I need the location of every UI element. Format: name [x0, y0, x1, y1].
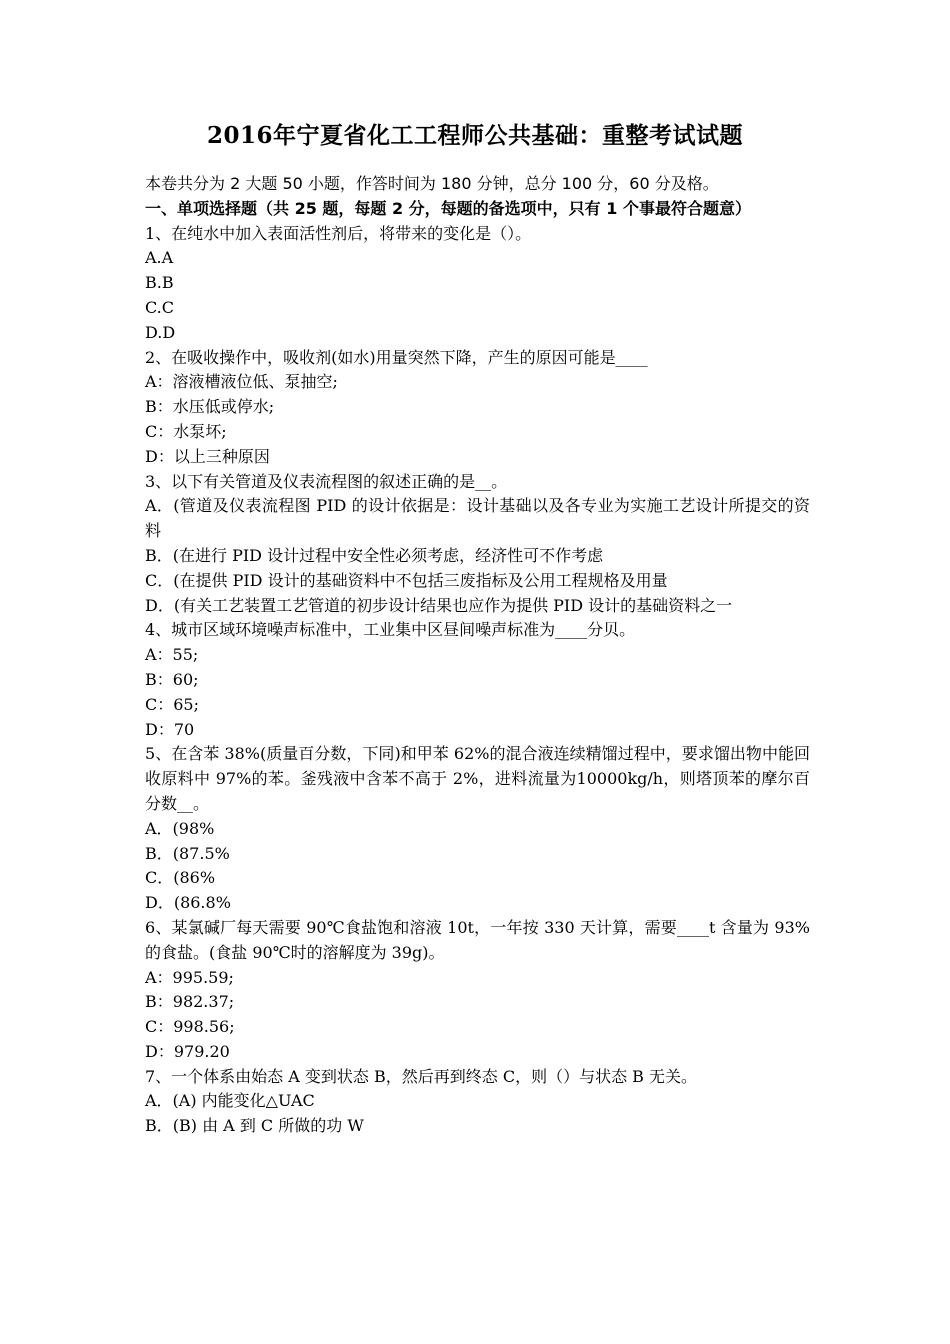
option: B．(87.5%	[145, 843, 230, 863]
option: D：以上三种原因	[145, 446, 270, 466]
option: A．(A) 内能变化△UAC	[145, 1091, 315, 1111]
option: C：水泵坏;	[145, 421, 227, 441]
option: C.C	[145, 297, 174, 317]
option: D：979.20	[145, 1041, 230, 1061]
option: B．(在进行 PID 设计过程中安全性必须考虑，经济性可不作考虑	[145, 545, 604, 565]
option: B．(B) 由 A 到 C 所做的功 W	[145, 1116, 364, 1136]
option: A：55;	[145, 645, 199, 665]
option: C．(在提供 PID 设计的基础资料中不包括三废指标及公用工程规格及用量	[145, 570, 668, 590]
option: A：995.59;	[145, 967, 234, 987]
question-stem: 4、城市区域环境噪声标准中，工业集中区昼间噪声标准为____分贝。	[145, 620, 636, 640]
option: C．(86%	[145, 868, 216, 888]
option: C：65;	[145, 694, 199, 714]
question-stem: 7、一个体系由始态 A 变到状态 B，然后再到终态 C，则（）与状态 B 无关。	[145, 1066, 698, 1086]
option: B：982.37;	[145, 992, 235, 1012]
option: B：60;	[145, 669, 199, 689]
option: D．(86.8%	[145, 893, 231, 913]
question-stem: 5、在含苯 38%(质量百分数，下同)和甲苯 62%的混合液连续精馏过程中，要求馏出物中能回收原料中 97%的苯。釜残液中含苯不高于 2%，进料流量为10000kg/h，则塔顶苯的摩尔百分数__。	[145, 744, 810, 813]
question-stem: 6、某氯碱厂每天需要 90℃食盐饱和溶液 10t，一年按 330 天计算，需要____t 含量为 93%的食盐。(食盐 90℃时的溶解度为 39g)。	[145, 917, 810, 962]
option: C：998.56;	[145, 1017, 235, 1037]
question-stem: 1、在纯水中加入表面活性剂后，将带来的变化是（）。	[145, 223, 532, 243]
option: D．(有关工艺装置工艺管道的初步设计结果也应作为提供 PID 设计的基础资料之一	[145, 595, 733, 615]
option: A.A	[145, 248, 174, 268]
document-body	[145, 172, 810, 1139]
section-heading: 一、单项选择题（共 25 题，每题 2 分，每题的备选项中，只有 1 个事最符合题意）	[145, 198, 751, 218]
exam-intro: 本卷共分为 2 大题 50 小题，作答时间为 180 分钟，总分 100 分，60 分及格。	[145, 174, 719, 193]
question-stem: 2、在吸收操作中，吸收剂(如水)用量突然下降，产生的原因可能是____	[145, 347, 648, 367]
option: A．(98%	[145, 818, 215, 838]
option: A：溶液槽液位低、泵抽空;	[145, 372, 338, 392]
option: B.B	[145, 273, 174, 293]
document-title: 2016年宁夏省化工工程师公共基础：重整考试试题	[206, 122, 743, 149]
option: D.D	[145, 322, 176, 342]
option: B：水压低或停水;	[145, 397, 275, 417]
question-stem: 3、以下有关管道及仪表流程图的叙述正确的是__。	[145, 471, 508, 491]
option: D：70	[145, 719, 195, 739]
option: A．(管道及仪表流程图 PID 的设计依据是：设计基础以及各专业为实施工艺设计所提交的资料	[145, 496, 810, 541]
